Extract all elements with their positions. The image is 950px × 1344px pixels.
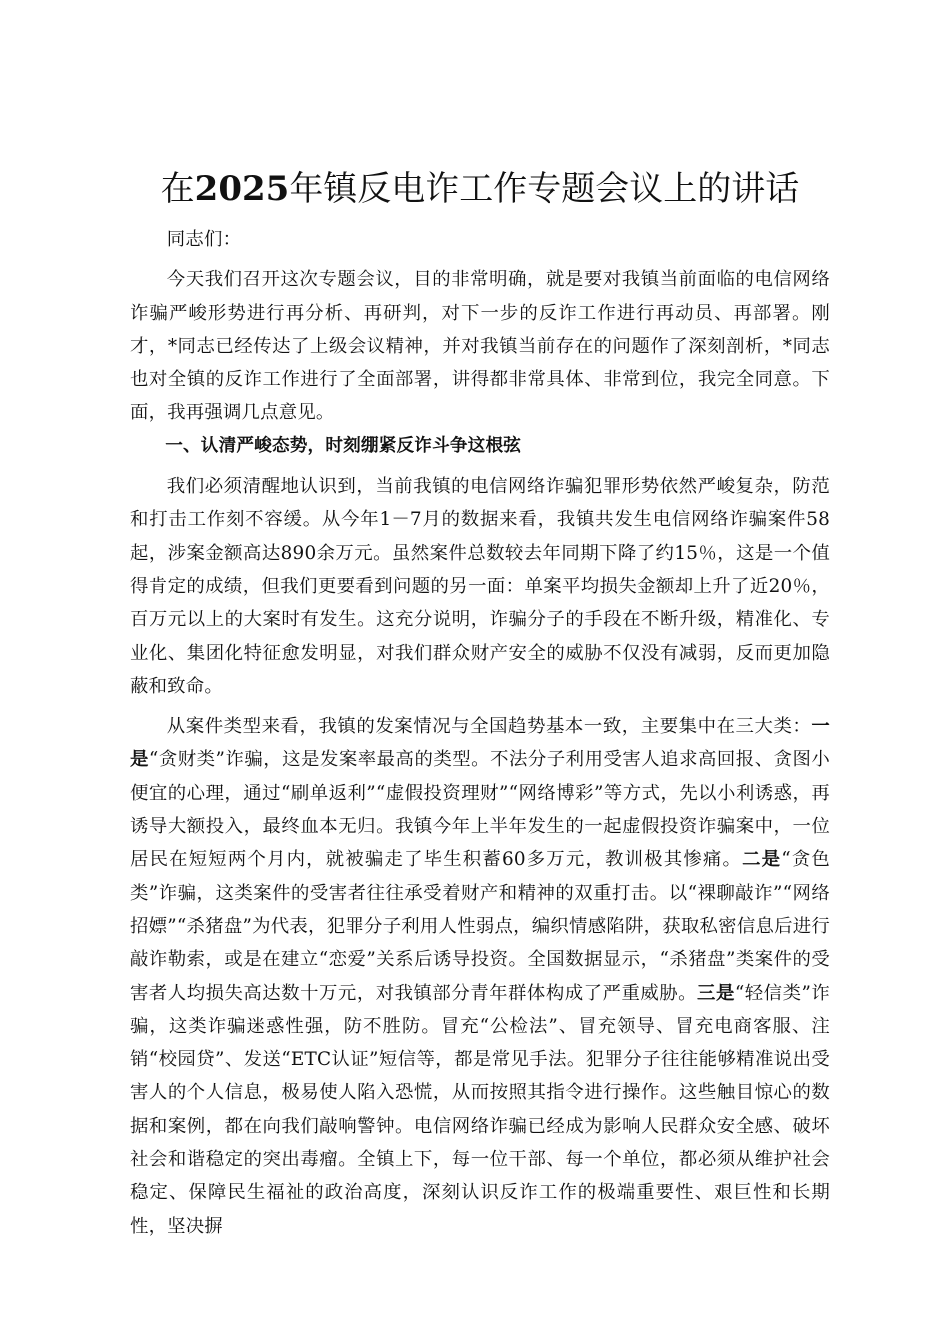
body-paragraph-1: 我们必须清醒地认识到，当前我镇的电信网络诈骗犯罪形势依然严峻复杂，防范和打击工作刻不容缓。从今年1－7月的数据来看，我镇共发生电信网络诈骗案件58起，涉案金额高达890余万元。虽然案件总数较去年同期下降了约15％，这是一个值得肯定的成绩，但我们更要看到问题的另一面：单案平均损失金额却上升了近20％，百万元以上的大案时有发生。这充分说明，诈骗分子的手段在不断升级，精准化、专业化、集团化特征愈发明显，对我们群众财产安全的威胁不仅没有减弱，反而更加隐蔽和致命。	[130, 476, 830, 697]
title-year: 2025	[194, 169, 290, 209]
lead-two: 二是	[742, 849, 782, 871]
body-paragraph-2	[130, 710, 830, 1243]
para2-part-a: “贪财类”诈骗，这是发案率最高的类型。不法分子利用受害人追求高回报、贪图小便宜的心理，通过“刷单返利”“虚假投资理财”“网络博彩”等方式，先以小利诱惑，再诱导大额投入，最终血本无归。我镇今年上半年发生的一起虚假投资诈骗案中，一位居民在短短两个月内，就被骗走了毕生积蓄60多万元，教训极其惨痛。	[130, 749, 830, 871]
intro-paragraph: 今天我们召开这次专题会议，目的非常明确，就是要对我镇当前面临的电信网络诈骗严峻形势进行再分析、再研判，对下一步的反诈工作进行再动员、再部署。刚才，*同志已经传达了上级会议精神，并对我镇当前存在的问题作了深刻剖析，*同志也对全镇的反诈工作进行了全面部署，讲得都非常具体、非常到位，我完全同意。下面，我再强调几点意见。	[130, 269, 830, 424]
salutation: 同志们：	[166, 229, 242, 250]
lead-one: 一是	[130, 716, 830, 771]
section-heading-1: 一、认清严峻态势，时刻绷紧反诈斗争这根弦	[165, 435, 522, 456]
para2-intro: 从案件类型来看，我镇的发案情况与全国趋势基本一致，主要集中在三大类：	[166, 716, 812, 738]
title-prefix: 在	[160, 169, 195, 209]
document-page	[130, 165, 830, 1243]
title-suffix: 年镇反电诈工作专题会议上的讲话	[289, 169, 800, 209]
document-title	[130, 165, 830, 213]
lead-three: 三是	[697, 982, 735, 1004]
para2-part-b: “贪色类”诈骗，这类案件的受害者往往承受着财产和精神的双重打击。以“裸聊敲诈”“网络招嫖”“杀猪盘”为代表，犯罪分子利用人性弱点，编织情感陷阱，获取私密信息后进行敲诈勒索，或是在建立“恋爱”关系后诱导投资。全国数据显示，“杀猪盘”类案件的受害者人均损失高达数十万元，对我镇部分青年群体构成了严重威胁。	[130, 849, 830, 1004]
para2-part-c: “轻信类”诈骗，这类诈骗迷惑性强，防不胜防。冒充“公检法”、冒充领导、冒充电商客服、注销“校园贷”、发送“ETC认证”短信等，都是常见手法。犯罪分子往往能够精准说出受害人的个人信息，极易使人陷入恐慌，从而按照其指令进行操作。这些触目惊心的数据和案例，都在向我们敲响警钟。电信网络诈骗已经成为影响人民群众安全感、破坏社会和谐稳定的突出毒瘤。全镇上下，每一位干部、每一个单位，都必须从维护社会稳定、保障民生福祉的政治高度，深刻认识反诈工作的极端重要性、艰巨性和长期性，坚决摒	[130, 982, 830, 1237]
